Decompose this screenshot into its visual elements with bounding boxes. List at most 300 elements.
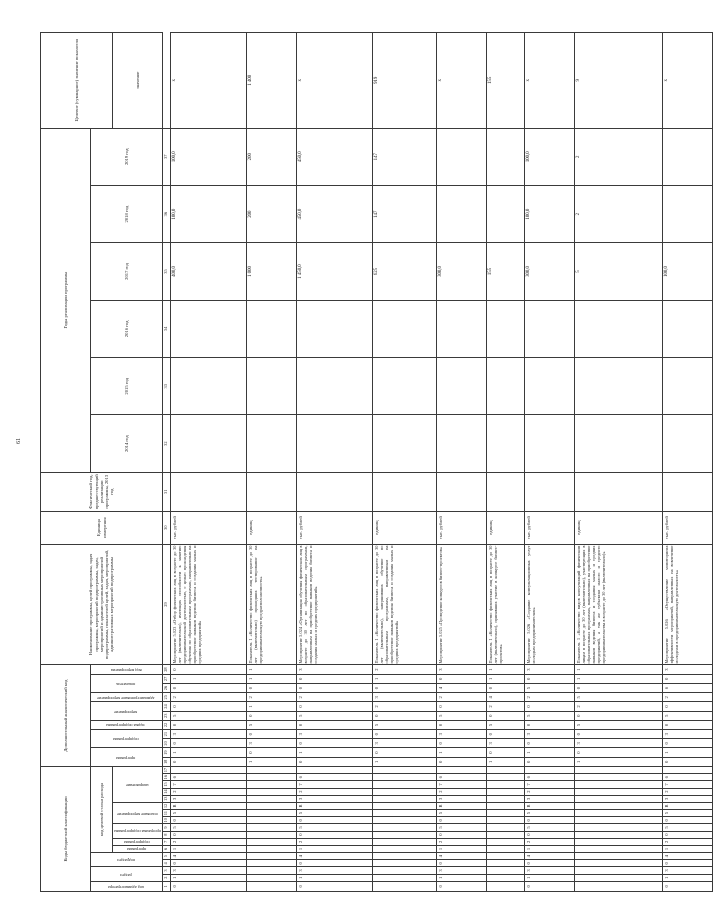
code-cell: 4 xyxy=(663,853,713,860)
row-name-cell: Мероприятие 5.024 «Организация обучения физических лиц в возрасте до 30 лет по образовательным программам, направленным на приобретение навыков ведения бизнеса и создания малых и средних предприятий» xyxy=(297,544,373,665)
code-cell: 5 xyxy=(171,711,247,720)
year-2016-value-cell xyxy=(171,300,247,357)
year-2017-value-cell: 625 xyxy=(373,243,437,300)
code-cell: 0 xyxy=(437,757,487,766)
year-2019-value-cell xyxy=(487,128,525,185)
code-cell: 0 xyxy=(171,720,247,729)
code-cell: 0 xyxy=(297,683,373,692)
column-number-cell: 24 xyxy=(163,702,171,711)
code-cell: 0 xyxy=(297,860,373,867)
target-value-cell: х xyxy=(171,33,247,129)
page-number: 61 xyxy=(16,438,22,444)
code-cell: 0 xyxy=(437,881,487,891)
code-cell xyxy=(247,845,297,852)
code-cell: 3 xyxy=(171,795,247,802)
target-value-cell: х xyxy=(437,33,487,129)
unit-cell: тыс. рублей xyxy=(437,511,487,544)
column-number-cell: 21 xyxy=(163,730,171,739)
code-cell xyxy=(247,860,297,867)
code-cell xyxy=(247,881,297,891)
year-2018-value-cell: 147 xyxy=(373,185,437,242)
code-cell xyxy=(247,774,297,781)
code-cell: 0 xyxy=(297,739,373,748)
years-header: Годы реализации программы xyxy=(41,128,91,472)
actual-value-cell xyxy=(297,472,373,511)
code-cell: 6 xyxy=(663,774,713,781)
code-cell: R xyxy=(437,802,487,809)
year-2018-value-cell: 100,0 xyxy=(525,185,575,242)
admin-code-header: код администратора xyxy=(91,881,163,891)
code-cell: 0 xyxy=(297,757,373,766)
code-cell: 7 xyxy=(171,781,247,788)
code-cell: 1 xyxy=(487,665,525,674)
code-cell xyxy=(487,838,525,845)
year-2018-value-cell: 100,0 xyxy=(171,185,247,242)
code-cell: 5 xyxy=(525,824,575,831)
target-value-cell: х xyxy=(525,33,575,129)
code-cell: 5 xyxy=(247,720,297,729)
target-value-cell: 1 400 xyxy=(247,33,297,129)
code-cell: 0 xyxy=(575,730,663,739)
code-cell: 4 xyxy=(171,853,247,860)
code-cell: 1 xyxy=(437,748,487,757)
code-cell: 2 xyxy=(297,788,373,795)
table-body xyxy=(171,33,713,892)
unit-cell: тыс. рублей xyxy=(171,511,247,544)
code-cell: 3 xyxy=(575,739,663,748)
code-cell xyxy=(247,867,297,874)
code-cell: 0 xyxy=(525,817,575,824)
year-2016-value-cell xyxy=(373,300,437,357)
year-2016-value-cell xyxy=(525,300,575,357)
code-cell xyxy=(575,831,663,838)
code-cell: 5 xyxy=(373,720,437,729)
code-cell xyxy=(373,831,437,838)
unit-cell: тыс. рублей xyxy=(297,511,373,544)
unit-cell: тыс. рублей xyxy=(663,511,713,544)
year-2019-value-cell xyxy=(663,128,713,185)
code-cell: 1 xyxy=(525,748,575,757)
code-cell xyxy=(247,817,297,824)
code-cell xyxy=(575,853,663,860)
code-cell: 0 xyxy=(663,757,713,766)
direction-header: направление xyxy=(113,766,163,802)
code-cell: 0 xyxy=(525,757,575,766)
unit-header: Единица измерения xyxy=(41,511,163,544)
code-cell: 1 xyxy=(575,665,663,674)
code-cell xyxy=(437,766,487,773)
code-cell: 3 xyxy=(437,665,487,674)
code-cell: 5 xyxy=(437,711,487,720)
code-cell: R xyxy=(525,802,575,809)
year-2016-value-cell xyxy=(247,300,297,357)
code-cell: 0 xyxy=(575,683,663,692)
code-cell xyxy=(575,802,663,809)
code-cell: R xyxy=(171,802,247,809)
year-2014-value-cell xyxy=(437,415,487,472)
code-cell: 5 xyxy=(525,810,575,817)
row-name-cell: Показатель 1 «Количество видов консультаций физическим лицам в возрасте до 30 лет (включительно), участвующих в образовательных программах, направленных на приобретение навыков ведения бизнеса и создания малых и средних предприятий, а так же субъектам малого и среднего предпринимательства в возрасте до 30 лет (включительно)» xyxy=(575,544,663,665)
code-cell: 0 xyxy=(297,817,373,824)
code-cell: 0 xyxy=(487,683,525,692)
year-2017-value-cell: 300,0 xyxy=(437,243,487,300)
code-cell xyxy=(373,802,437,809)
year-2015-value-cell xyxy=(171,358,247,415)
code-cell: 3 xyxy=(297,867,373,874)
table-row xyxy=(575,33,663,892)
code-cell: 0 xyxy=(487,748,525,757)
code-cell: 3 xyxy=(437,730,487,739)
code-cell: 0 xyxy=(487,711,525,720)
code-cell: 0 xyxy=(247,683,297,692)
code-cell: 1 xyxy=(575,757,663,766)
year-2014-value-cell xyxy=(487,415,525,472)
column-number-cell: 9 xyxy=(163,824,171,831)
unit-cell: единиц xyxy=(575,511,663,544)
year-2014-value-cell xyxy=(297,415,373,472)
target-value-cell: 155 xyxy=(487,33,525,129)
column-number-row xyxy=(163,33,171,892)
code-cell: 0 xyxy=(171,881,247,891)
code-cell: 2 xyxy=(437,838,487,845)
code-cell: 1 xyxy=(525,874,575,881)
code-cell xyxy=(575,860,663,867)
analytic-code-header: Дополнительный аналитический код xyxy=(41,665,91,766)
code-cell xyxy=(487,788,525,795)
name-header: Наименование программы, целей программы, задач программы, мероприятий подпрограммы, задач, мероприятий и административных мероприятий подпрограммы, показателей целей, задач, мероприятий, административных мероприятий подпрограммы xyxy=(41,544,163,665)
year-2016-value-cell xyxy=(487,300,525,357)
code-cell xyxy=(575,810,663,817)
row-name-cell: Показатель 1 «Количество физических лиц в возрасте до 30 лет (включительно) прошедших тестирование на предпринимательскую предрасположенность» xyxy=(247,544,297,665)
main-event-header: основное мероприятие xyxy=(113,802,163,824)
year-2015-value-cell xyxy=(525,358,575,415)
code-cell: 0 xyxy=(171,683,247,692)
code-cell: 3 xyxy=(297,795,373,802)
code-cell: 2 xyxy=(663,788,713,795)
code-cell: 5 xyxy=(297,711,373,720)
code-cell: 0 xyxy=(663,860,713,867)
code-cell: 5 xyxy=(525,683,575,692)
code-cell: 2 xyxy=(373,665,437,674)
code-cell xyxy=(487,781,525,788)
code-cell: 1 xyxy=(297,845,373,852)
code-cell xyxy=(373,781,437,788)
column-number-cell: 33 xyxy=(163,358,171,415)
target-value-header: значение xyxy=(113,33,163,129)
code-cell: 0 xyxy=(525,739,575,748)
code-cell: 3 xyxy=(297,730,373,739)
code-cell xyxy=(247,874,297,881)
code-cell: 3 xyxy=(487,739,525,748)
program-indicators-table xyxy=(40,32,713,892)
code-cell: 2 xyxy=(373,702,437,711)
unit-cell: единиц xyxy=(247,511,297,544)
column-number-cell: 35 xyxy=(163,243,171,300)
actual-value-cell xyxy=(525,472,575,511)
column-number-cell: 5 xyxy=(163,853,171,860)
year-2017-value-cell: 100,0 xyxy=(663,243,713,300)
actual-value-cell xyxy=(171,472,247,511)
actual-value-cell xyxy=(575,472,663,511)
code-cell: 0 xyxy=(171,739,247,748)
code-cell: 0 xyxy=(297,674,373,683)
code-cell: 1 xyxy=(247,665,297,674)
year-2015-value-cell xyxy=(373,358,437,415)
year-2019-value-cell: 2 xyxy=(575,128,663,185)
code-cell: 5 xyxy=(525,711,575,720)
code-cell: 2 xyxy=(575,702,663,711)
code-cell: 1 xyxy=(663,874,713,881)
code-cell xyxy=(247,853,297,860)
target-header: Целевое (суммарное) значение показателя xyxy=(41,33,113,129)
code-cell: 5 xyxy=(663,711,713,720)
table-row xyxy=(373,33,437,892)
column-number-cell: 6 xyxy=(163,845,171,852)
code-cell: 0 xyxy=(373,683,437,692)
program-code-header: программа xyxy=(113,845,163,852)
code-cell xyxy=(487,795,525,802)
code-cell: 0 xyxy=(575,748,663,757)
column-number-cell: 10 xyxy=(163,817,171,824)
code-cell: 3 xyxy=(525,665,575,674)
table-row xyxy=(171,33,247,892)
year-2014-value-cell xyxy=(171,415,247,472)
code-cell: 1 xyxy=(487,674,525,683)
code-cell: 5 xyxy=(437,824,487,831)
year-2017-value-cell: 300,0 xyxy=(525,243,575,300)
code-cell: 0 xyxy=(525,831,575,838)
column-number-cell: 19 xyxy=(163,748,171,757)
code-cell xyxy=(487,845,525,852)
code-cell: 1 xyxy=(373,674,437,683)
code-cell xyxy=(373,774,437,781)
code-cell xyxy=(373,838,437,845)
row-name-cell: Мероприятие 5.023 «Отбор физических лиц в возрасте до 30 лет (включительно), имеющих способности к занятию предпринимательской деятельностью, с целью прохождения обучения по образовательным программам, направленным на приобретение навыков ведения бизнеса и создания малых и средних предприятий» xyxy=(171,544,247,665)
code-cell: 0 xyxy=(171,757,247,766)
code-cell xyxy=(575,766,663,773)
code-cell xyxy=(487,824,525,831)
year-2017-value-cell: 400,0 xyxy=(171,243,247,300)
code-cell: 2 xyxy=(487,702,525,711)
code-cell: 0 xyxy=(525,881,575,891)
code-cell: 7 xyxy=(297,781,373,788)
code-cell: 0 xyxy=(437,702,487,711)
code-cell: 0 xyxy=(171,860,247,867)
year-2018-value-cell xyxy=(437,185,487,242)
year-2019-value-cell: 450,0 xyxy=(297,128,373,185)
rotated-table-wrapper xyxy=(40,32,679,892)
column-number-cell: 32 xyxy=(163,415,171,472)
year-2015-value-cell xyxy=(247,358,297,415)
year-2016-value-cell xyxy=(297,300,373,357)
code-cell xyxy=(487,831,525,838)
code-cell xyxy=(575,795,663,802)
target-value-cell: 919 xyxy=(373,33,437,129)
target-value-cell: х xyxy=(297,33,373,129)
code-cell: 7 xyxy=(437,781,487,788)
code-cell xyxy=(373,795,437,802)
code-cell: 1 xyxy=(247,702,297,711)
year-2014-value-cell xyxy=(575,415,663,472)
column-number-cell: 13 xyxy=(163,795,171,802)
year-2015-value-cell xyxy=(575,358,663,415)
code-cell: 5 xyxy=(171,810,247,817)
code-cell xyxy=(575,874,663,881)
actual-value-cell xyxy=(663,472,713,511)
code-cell: 1 xyxy=(247,674,297,683)
code-cell: 6 xyxy=(437,774,487,781)
program-subprogram-header: программа подпрограммы xyxy=(113,824,163,838)
code-cell xyxy=(575,867,663,874)
code-cell xyxy=(247,795,297,802)
code-cell xyxy=(487,802,525,809)
code-cell xyxy=(373,817,437,824)
code-cell: 1 xyxy=(663,748,713,757)
code-cell xyxy=(247,788,297,795)
code-cell xyxy=(247,802,297,809)
column-number-cell: 12 xyxy=(163,802,171,809)
year-2015-value-cell xyxy=(297,358,373,415)
code-cell xyxy=(373,810,437,817)
code-cell: 3 xyxy=(663,795,713,802)
code-cell xyxy=(373,853,437,860)
column-number-cell: 3 xyxy=(163,867,171,874)
year-2019-value-cell: 100,0 xyxy=(171,128,247,185)
table-row xyxy=(663,33,713,892)
code-cell: 0 xyxy=(663,881,713,891)
code-cell xyxy=(487,881,525,891)
column-number-cell: 36 xyxy=(163,185,171,242)
actual-year-header: Фактический год, предшествующий реализации программы, 2013 год xyxy=(41,472,163,511)
year-2014-value-cell xyxy=(525,415,575,472)
code-cell xyxy=(247,838,297,845)
unit-cell: единиц xyxy=(487,511,525,544)
code-cell xyxy=(575,881,663,891)
code-cell: 2 xyxy=(525,788,575,795)
code-cell: 3 xyxy=(437,867,487,874)
code-cell: 0 xyxy=(437,860,487,867)
code-cell: 3 xyxy=(373,693,437,702)
code-cell: 6 xyxy=(525,774,575,781)
column-number-cell: 27 xyxy=(163,674,171,683)
code-cell xyxy=(373,867,437,874)
table-row xyxy=(525,33,575,892)
code-cell: 0 xyxy=(437,831,487,838)
code-cell: 4 xyxy=(437,683,487,692)
code-cell xyxy=(575,781,663,788)
code-cell: 1 xyxy=(525,845,575,852)
code-cell: 3 xyxy=(525,730,575,739)
column-number-cell: 7 xyxy=(163,838,171,845)
code-cell: 2 xyxy=(525,693,575,702)
year-2019-value-cell: 200 xyxy=(247,128,297,185)
column-number-cell: 8 xyxy=(163,831,171,838)
code-cell: 1 xyxy=(297,874,373,881)
code-cell: 0 xyxy=(525,674,575,683)
year-2019-value-cell: 147 xyxy=(373,128,437,185)
code-cell: R xyxy=(663,802,713,809)
code-cell: 0 xyxy=(171,665,247,674)
target-value-cell: 9 xyxy=(575,33,663,129)
code-cell xyxy=(487,853,525,860)
code-cell: 2 xyxy=(437,788,487,795)
code-cell: 3 xyxy=(171,867,247,874)
code-cell: 5 xyxy=(663,810,713,817)
code-cell: 0 xyxy=(171,817,247,824)
code-cell: 0 xyxy=(663,702,713,711)
code-cell xyxy=(247,824,297,831)
column-number-cell: 30 xyxy=(163,511,171,544)
code-cell xyxy=(373,845,437,852)
code-cell: 2 xyxy=(297,838,373,845)
code-cell: 0 xyxy=(487,730,525,739)
code-cell: 1 xyxy=(247,757,297,766)
code-cell: 2 xyxy=(525,838,575,845)
code-cell: 2 xyxy=(437,693,487,702)
code-cell: 0 xyxy=(525,860,575,867)
code-cell: 4 xyxy=(487,693,525,702)
code-cell: 2 xyxy=(171,693,247,702)
table-row xyxy=(437,33,487,892)
column-number-cell: 16 xyxy=(163,774,171,781)
table-row xyxy=(297,33,373,892)
year-2016-value-cell xyxy=(663,300,713,357)
code-cell: 5 xyxy=(663,824,713,831)
code-cell: 3 xyxy=(171,730,247,739)
code-cell: 0 xyxy=(663,831,713,838)
code-cell: 0 xyxy=(297,702,373,711)
code-cell: 0 xyxy=(171,702,247,711)
code-cell xyxy=(247,831,297,838)
code-cell: 0 xyxy=(373,711,437,720)
code-cell: 0 xyxy=(663,739,713,748)
a-task-header: задача подпрограммы xyxy=(91,720,163,729)
target-article-header: код целевой статьи расхода xyxy=(91,766,113,852)
column-number-cell: 26 xyxy=(163,683,171,692)
year-2014-value-cell xyxy=(247,415,297,472)
code-cell: 3 xyxy=(297,665,373,674)
year-2019-header: 2019 год xyxy=(91,128,163,185)
code-cell: 2 xyxy=(171,838,247,845)
code-cell: 2 xyxy=(247,693,297,702)
code-cell: 0 xyxy=(525,720,575,729)
section-header: раздел xyxy=(91,867,163,881)
table-row xyxy=(487,33,525,892)
code-cell: 0 xyxy=(297,831,373,838)
code-cell xyxy=(373,766,437,773)
year-2014-value-cell xyxy=(373,415,437,472)
code-cell xyxy=(487,817,525,824)
code-cell: 1 xyxy=(171,845,247,852)
code-cell: 3 xyxy=(663,730,713,739)
year-2015-header: 2015 год xyxy=(91,358,163,415)
code-cell: 6 xyxy=(171,774,247,781)
code-cell: 0 xyxy=(663,720,713,729)
code-cell xyxy=(247,766,297,773)
code-cell: 0 xyxy=(525,702,575,711)
code-cell: 1 xyxy=(171,874,247,881)
code-cell: 6 xyxy=(297,774,373,781)
code-cell: 5 xyxy=(297,810,373,817)
code-cell: 1 xyxy=(171,674,247,683)
code-cell: 5 xyxy=(575,693,663,702)
unit-cell: тыс. рублей xyxy=(525,511,575,544)
code-cell: 5 xyxy=(487,720,525,729)
code-cell: 2 xyxy=(297,693,373,702)
code-cell: 2 xyxy=(663,838,713,845)
year-2014-value-cell xyxy=(663,415,713,472)
code-cell: 5 xyxy=(575,720,663,729)
